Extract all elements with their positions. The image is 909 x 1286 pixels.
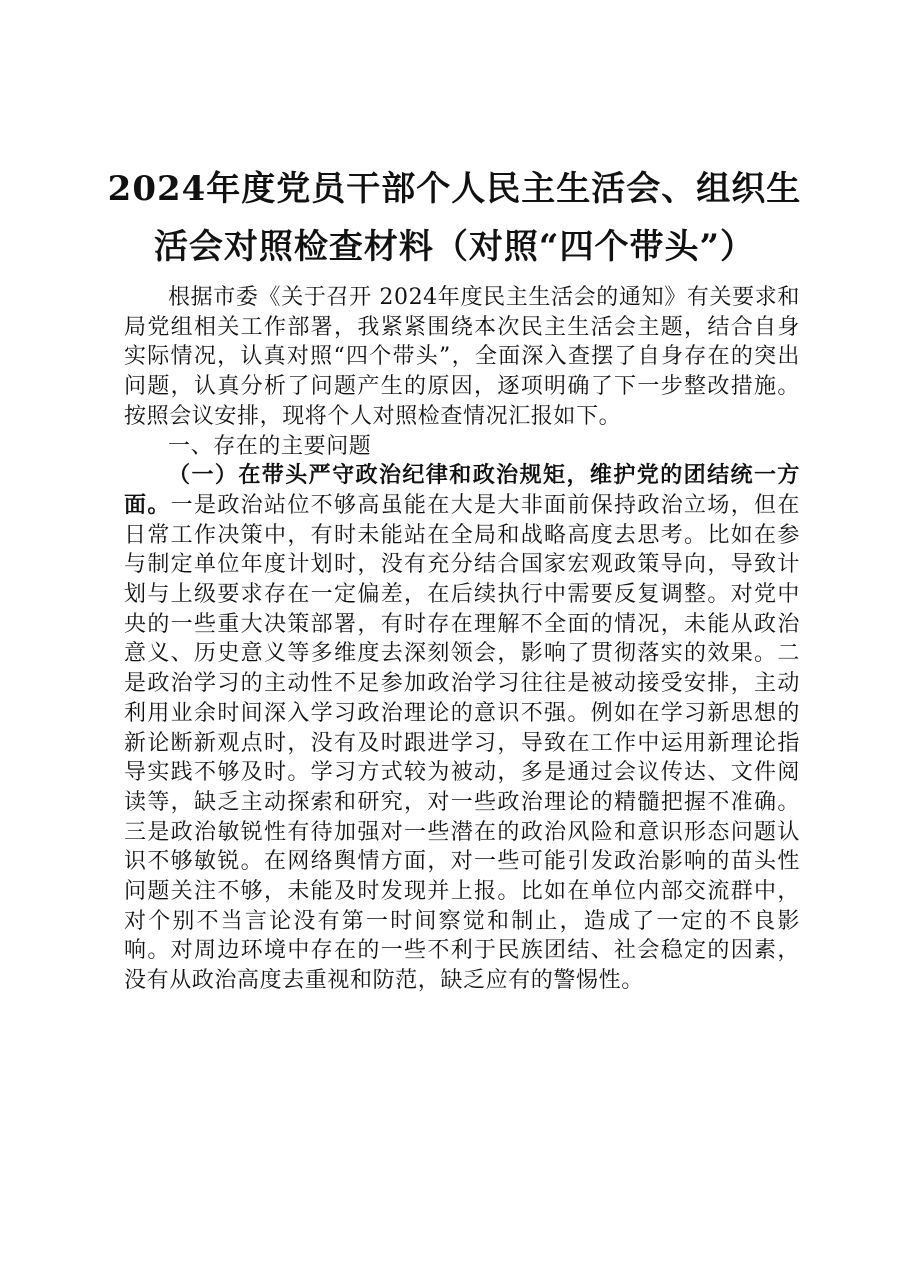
document-title: 2024年度党员干部个人民主生活会、组织生活会对照检查材料（对照“四个带头”） — [107, 169, 802, 267]
subsection-paragraph — [124, 461, 800, 996]
subsection-text: 一是政治站位不够高虽能在大是大非面前保持政治立场，但在日常工作决策中，有时未能站在全局和战略高度去思考。比如在参与制定单位年度计划时，没有充分结合国家宏观政策导向，导致计划与上级要求存在一定偏差，在后续执行中需要反复调整。对党中央的一些重大决策部署，有时存在理解不全面的情况，未能从政治意义、历史意义等多维度去深刻领会，影响了贯彻落实的效果。二是政治学习的主动性不足参加政治学习往往是被动接受安排，主动利用业余时间深入学习政治理论的意识不强。例如在学习新思想的新论断新观点时，没有及时跟进学习，导致在工作中运用新理论指导实践不够及时。学习方式较为被动，多是通过会议传达、文件阅读等，缺乏主动探索和研究，对一些政治理论的精髓把握不准确。三是政治敏锐性有待加强对一些潜在的政治风险和意识形态问题认识不够敏锐。在网络舆情方面，对一些可能引发政治影响的苗头性问题关注不够，未能及时发现并上报。比如在单位内部交流群中，对个别不当言论没有第一时间察觉和制止，造成了一定的不良影响。对周边环境中存在的一些不利于民族团结、社会稳定的因素，没有从政治高度去重视和防范，缺乏应有的警惕性。 — [124, 492, 800, 994]
subsection-heading: （一）在带头严守政治纪律和政治规矩，维护党的团结统一方面。 — [124, 462, 800, 518]
intro-paragraph: 根据市委《关于召开 2024年度民主生活会的通知》有关要求和局党组相关工作部署，我紧紧围绕本次民主生活会主题，结合自身实际情况，认真对照“四个带头”，全面深入查摆了自身存在的突出问题，认真分析了问题产生的原因，逐项明确了下一步整改措施。按照会议安排，现将个人对照检查情况汇报如下。 — [124, 285, 800, 429]
section-heading: 一、存在的主要问题 — [168, 433, 372, 459]
document-body — [124, 283, 800, 996]
